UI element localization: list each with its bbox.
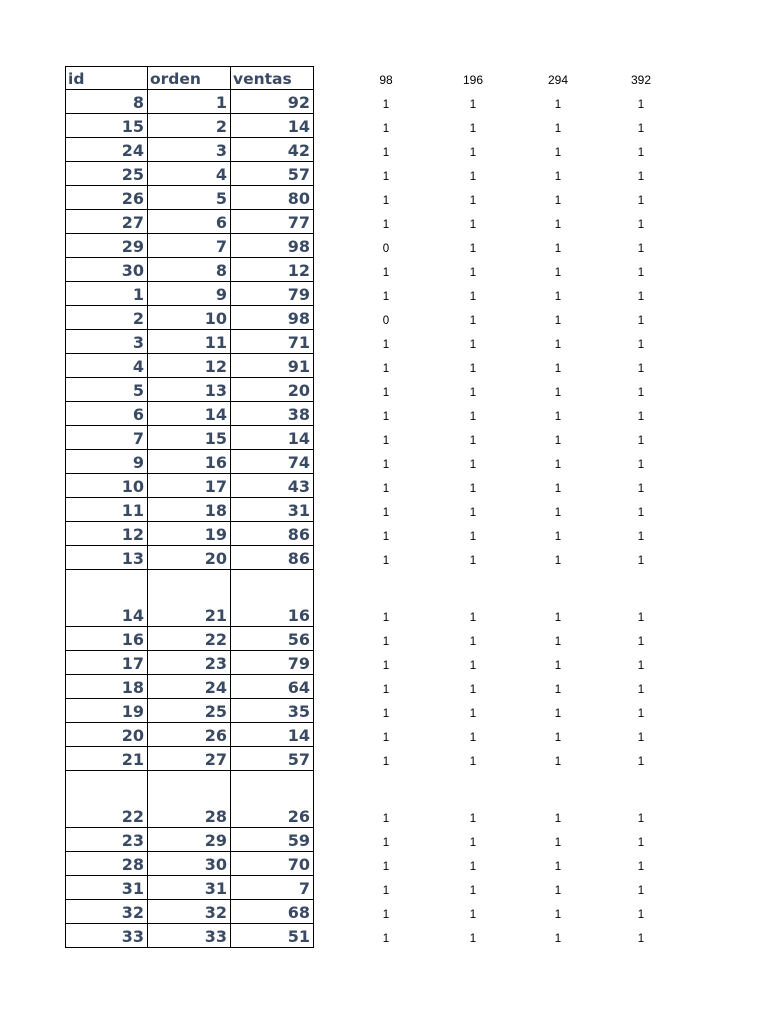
cell-id[interactable]: 19: [65, 699, 148, 723]
table-row: [65, 426, 665, 450]
cell-flag[interactable]: 1: [637, 531, 645, 543]
cell-id[interactable]: 18: [65, 675, 148, 699]
cell-flag[interactable]: 1: [382, 555, 390, 567]
cell-flag[interactable]: 1: [469, 933, 477, 945]
cell-orden[interactable]: 12: [148, 354, 231, 378]
cell-orden[interactable]: 16: [148, 450, 231, 474]
cell-orden[interactable]: 10: [148, 306, 231, 330]
cell-id[interactable]: 14: [65, 570, 148, 627]
header-row: [65, 66, 665, 90]
cell-flag[interactable]: 1: [382, 411, 390, 423]
cell-ventas[interactable]: 64: [231, 675, 314, 699]
cell-flag[interactable]: 1: [469, 885, 477, 897]
cell-orden[interactable]: 19: [148, 522, 231, 546]
cell-orden[interactable]: 9: [148, 282, 231, 306]
cell-flag[interactable]: 1: [469, 660, 477, 672]
cell-flag[interactable]: 1: [469, 708, 477, 720]
cell-id[interactable]: 23: [65, 828, 148, 852]
cell-flag[interactable]: 1: [554, 861, 562, 873]
cell-ventas[interactable]: 91: [231, 354, 314, 378]
cell-ventas[interactable]: 42: [231, 138, 314, 162]
table-row: [65, 498, 665, 522]
cell-flag[interactable]: 1: [469, 483, 477, 495]
cell-flag[interactable]: 1: [554, 99, 562, 111]
cell-flag[interactable]: 1: [554, 171, 562, 183]
cell-orden[interactable]: 23: [148, 651, 231, 675]
cell-id[interactable]: 29: [65, 234, 148, 258]
cell-flag[interactable]: 1: [637, 435, 645, 447]
table-row: [65, 675, 665, 699]
table-row: [65, 210, 665, 234]
cell-orden[interactable]: 18: [148, 498, 231, 522]
cell-id[interactable]: 17: [65, 651, 148, 675]
cell-ventas[interactable]: 57: [231, 162, 314, 186]
cell-flag[interactable]: 1: [382, 123, 390, 135]
table-row: [65, 522, 665, 546]
cell-flag[interactable]: 1: [554, 885, 562, 897]
cell-id[interactable]: 30: [65, 258, 148, 282]
cell-flag[interactable]: 1: [469, 531, 477, 543]
cell-ventas[interactable]: 43: [231, 474, 314, 498]
cell-orden[interactable]: 20: [148, 546, 231, 570]
cell-id[interactable]: 2: [65, 306, 148, 330]
cell-ventas[interactable]: 79: [231, 282, 314, 306]
cell-ventas[interactable]: 74: [231, 450, 314, 474]
cell-id[interactable]: 10: [65, 474, 148, 498]
cell-flag[interactable]: 1: [382, 483, 390, 495]
cell-ventas[interactable]: 14: [231, 426, 314, 450]
cell-id[interactable]: 27: [65, 210, 148, 234]
cell-flag[interactable]: 1: [469, 171, 477, 183]
spreadsheet: [65, 66, 665, 948]
cell-flag[interactable]: 1: [469, 435, 477, 447]
cell-flag[interactable]: 1: [469, 123, 477, 135]
cell-flag[interactable]: 1: [469, 147, 477, 159]
cell-flag[interactable]: 1: [554, 660, 562, 672]
cell-flag[interactable]: 1: [637, 219, 645, 231]
cell-orden[interactable]: 30: [148, 852, 231, 876]
header-ventas[interactable]: ventas: [231, 66, 314, 90]
cell-flag[interactable]: 1: [382, 684, 390, 696]
cell-orden[interactable]: 15: [148, 426, 231, 450]
table-row: [65, 114, 665, 138]
cell-flag[interactable]: 1: [469, 837, 477, 849]
cell-flag[interactable]: 1: [637, 555, 645, 567]
cell-orden[interactable]: 25: [148, 699, 231, 723]
cell-flag[interactable]: 1: [382, 363, 390, 375]
cell-ventas[interactable]: 51: [231, 924, 314, 948]
table-row: [65, 627, 665, 651]
threshold-1[interactable]: 98: [379, 73, 393, 87]
cell-flag[interactable]: 1: [554, 267, 562, 279]
cell-ventas[interactable]: 16: [231, 570, 314, 627]
cell-flag[interactable]: 1: [469, 267, 477, 279]
cell-orden[interactable]: 27: [148, 747, 231, 771]
table-row: [65, 138, 665, 162]
cell-orden[interactable]: 3: [148, 138, 231, 162]
table-row: [65, 828, 665, 852]
cell-id[interactable]: 20: [65, 723, 148, 747]
cell-flag[interactable]: 1: [382, 267, 390, 279]
cell-id[interactable]: 25: [65, 162, 148, 186]
table-row: [65, 747, 665, 771]
cell-flag[interactable]: 1: [554, 933, 562, 945]
cell-orden[interactable]: 21: [148, 570, 231, 627]
cell-flag[interactable]: 0: [382, 315, 390, 327]
cell-flag[interactable]: 1: [382, 147, 390, 159]
cell-flag[interactable]: 1: [637, 171, 645, 183]
cell-flag[interactable]: 1: [554, 435, 562, 447]
cell-id[interactable]: 32: [65, 900, 148, 924]
cell-orden[interactable]: 14: [148, 402, 231, 426]
cell-flag[interactable]: 1: [637, 708, 645, 720]
cell-flag[interactable]: 1: [637, 636, 645, 648]
cell-flag[interactable]: 1: [637, 660, 645, 672]
cell-orden[interactable]: 5: [148, 186, 231, 210]
cell-ventas[interactable]: 57: [231, 747, 314, 771]
table-row: [65, 723, 665, 747]
cell-flag[interactable]: 1: [382, 708, 390, 720]
cell-flag[interactable]: 1: [382, 435, 390, 447]
threshold-2[interactable]: 196: [462, 73, 484, 87]
cell-flag[interactable]: 1: [637, 291, 645, 303]
cell-flag[interactable]: 1: [637, 909, 645, 921]
table-row: [65, 378, 665, 402]
cell-id[interactable]: 6: [65, 402, 148, 426]
header-orden[interactable]: orden: [148, 66, 231, 90]
table-row: [65, 546, 665, 570]
cell-flag[interactable]: 1: [554, 507, 562, 519]
cell-flag[interactable]: 1: [554, 732, 562, 744]
table-row: [65, 258, 665, 282]
cell-orden[interactable]: 13: [148, 378, 231, 402]
cell-flag[interactable]: 1: [469, 387, 477, 399]
cell-orden[interactable]: 2: [148, 114, 231, 138]
cell-flag[interactable]: 1: [554, 636, 562, 648]
cell-ventas[interactable]: 86: [231, 522, 314, 546]
cell-flag[interactable]: 1: [637, 315, 645, 327]
cell-ventas[interactable]: 70: [231, 852, 314, 876]
table-row: [65, 162, 665, 186]
table-row: [65, 474, 665, 498]
cell-flag[interactable]: 1: [469, 243, 477, 255]
cell-flag[interactable]: 1: [469, 363, 477, 375]
cell-flag[interactable]: 1: [637, 99, 645, 111]
cell-flag[interactable]: 1: [554, 315, 562, 327]
cell-flag[interactable]: 1: [382, 291, 390, 303]
cell-flag[interactable]: 1: [469, 909, 477, 921]
cell-flag[interactable]: 1: [382, 507, 390, 519]
cell-flag[interactable]: 1: [382, 837, 390, 849]
cell-id[interactable]: 31: [65, 876, 148, 900]
cell-orden[interactable]: 33: [148, 924, 231, 948]
table-row: [65, 282, 665, 306]
cell-flag[interactable]: 1: [637, 195, 645, 207]
cell-flag[interactable]: 1: [382, 933, 390, 945]
cell-ventas[interactable]: 26: [231, 771, 314, 828]
cell-flag[interactable]: 1: [637, 243, 645, 255]
cell-orden[interactable]: 31: [148, 876, 231, 900]
cell-id[interactable]: 21: [65, 747, 148, 771]
cell-flag[interactable]: 1: [637, 861, 645, 873]
table-row: [65, 699, 665, 723]
cell-flag[interactable]: 1: [554, 123, 562, 135]
cell-id[interactable]: 4: [65, 354, 148, 378]
cell-flag[interactable]: 1: [382, 885, 390, 897]
cell-flag[interactable]: 1: [554, 555, 562, 567]
cell-id[interactable]: 3: [65, 330, 148, 354]
cell-flag[interactable]: 1: [469, 813, 477, 825]
cell-ventas[interactable]: 80: [231, 186, 314, 210]
cell-ventas[interactable]: 35: [231, 699, 314, 723]
cell-ventas[interactable]: 86: [231, 546, 314, 570]
cell-flag[interactable]: 1: [382, 861, 390, 873]
cell-flag[interactable]: 1: [637, 459, 645, 471]
cell-flag[interactable]: 1: [469, 612, 477, 624]
header-id[interactable]: id: [65, 66, 148, 90]
cell-flag[interactable]: 1: [554, 219, 562, 231]
table-row: [65, 402, 665, 426]
cell-flag[interactable]: 1: [382, 636, 390, 648]
cell-flag[interactable]: 1: [382, 531, 390, 543]
cell-flag[interactable]: 1: [637, 885, 645, 897]
cell-id[interactable]: 28: [65, 852, 148, 876]
table-row: [65, 330, 665, 354]
cell-flag[interactable]: 1: [382, 195, 390, 207]
threshold-3[interactable]: 294: [547, 73, 569, 87]
cell-flag[interactable]: 1: [637, 813, 645, 825]
table-body: [65, 90, 665, 948]
cell-orden[interactable]: 1: [148, 90, 231, 114]
cell-flag[interactable]: 1: [469, 315, 477, 327]
cell-ventas[interactable]: 79: [231, 651, 314, 675]
cell-ventas[interactable]: 68: [231, 900, 314, 924]
cell-flag[interactable]: 1: [382, 909, 390, 921]
cell-orden[interactable]: 8: [148, 258, 231, 282]
cell-flag[interactable]: 1: [554, 411, 562, 423]
table-row: [65, 90, 665, 114]
cell-flag[interactable]: 1: [469, 219, 477, 231]
cell-ventas[interactable]: 7: [231, 876, 314, 900]
cell-flag[interactable]: 1: [554, 243, 562, 255]
cell-ventas[interactable]: 12: [231, 258, 314, 282]
table-row: [65, 852, 665, 876]
cell-flag[interactable]: 1: [382, 732, 390, 744]
cell-flag[interactable]: 1: [469, 411, 477, 423]
cell-orden[interactable]: 28: [148, 771, 231, 828]
table-row: [65, 876, 665, 900]
cell-flag[interactable]: 1: [637, 684, 645, 696]
cell-flag[interactable]: 1: [554, 195, 562, 207]
cell-flag[interactable]: 1: [469, 291, 477, 303]
cell-flag[interactable]: 1: [637, 387, 645, 399]
cell-id[interactable]: 22: [65, 771, 148, 828]
cell-flag[interactable]: 1: [382, 612, 390, 624]
cell-id[interactable]: 7: [65, 426, 148, 450]
cell-ventas[interactable]: 31: [231, 498, 314, 522]
cell-flag[interactable]: 1: [554, 813, 562, 825]
cell-ventas[interactable]: 98: [231, 234, 314, 258]
table-row: [65, 450, 665, 474]
cell-id[interactable]: 1: [65, 282, 148, 306]
cell-ventas[interactable]: 38: [231, 402, 314, 426]
cell-id[interactable]: 33: [65, 924, 148, 948]
cell-flag[interactable]: 1: [554, 363, 562, 375]
cell-flag[interactable]: 1: [382, 756, 390, 768]
table-row: [65, 924, 665, 948]
cell-flag[interactable]: 1: [637, 732, 645, 744]
cell-flag[interactable]: 1: [469, 507, 477, 519]
cell-flag[interactable]: 1: [637, 411, 645, 423]
cell-ventas[interactable]: 56: [231, 627, 314, 651]
cell-flag[interactable]: 1: [382, 387, 390, 399]
cell-flag[interactable]: 1: [382, 339, 390, 351]
cell-id[interactable]: 26: [65, 186, 148, 210]
cell-ventas[interactable]: 92: [231, 90, 314, 114]
cell-flag[interactable]: 1: [637, 267, 645, 279]
cell-id[interactable]: 11: [65, 498, 148, 522]
cell-ventas[interactable]: 71: [231, 330, 314, 354]
cell-flag[interactable]: 1: [469, 732, 477, 744]
cell-orden[interactable]: 6: [148, 210, 231, 234]
cell-flag[interactable]: 1: [469, 756, 477, 768]
cell-id[interactable]: 15: [65, 114, 148, 138]
cell-flag[interactable]: 1: [637, 933, 645, 945]
cell-flag[interactable]: 1: [469, 861, 477, 873]
cell-orden[interactable]: 4: [148, 162, 231, 186]
cell-flag[interactable]: 1: [554, 387, 562, 399]
table-row: [65, 900, 665, 924]
cell-id[interactable]: 24: [65, 138, 148, 162]
cell-flag[interactable]: 1: [382, 660, 390, 672]
cell-id[interactable]: 5: [65, 378, 148, 402]
cell-flag[interactable]: 1: [554, 684, 562, 696]
cell-orden[interactable]: 26: [148, 723, 231, 747]
cell-orden[interactable]: 29: [148, 828, 231, 852]
cell-flag[interactable]: 1: [554, 459, 562, 471]
cell-flag[interactable]: 1: [469, 555, 477, 567]
cell-id[interactable]: 16: [65, 627, 148, 651]
cell-flag[interactable]: 1: [554, 837, 562, 849]
table-row: [65, 771, 665, 828]
cell-flag[interactable]: 1: [554, 339, 562, 351]
cell-flag[interactable]: 1: [382, 99, 390, 111]
cell-flag[interactable]: 1: [637, 123, 645, 135]
cell-flag[interactable]: 1: [637, 507, 645, 519]
cell-orden[interactable]: 22: [148, 627, 231, 651]
cell-flag[interactable]: 1: [554, 756, 562, 768]
cell-ventas[interactable]: 20: [231, 378, 314, 402]
cell-flag[interactable]: 1: [554, 531, 562, 543]
cell-flag[interactable]: 1: [469, 684, 477, 696]
cell-flag[interactable]: 0: [382, 243, 390, 255]
cell-id[interactable]: 9: [65, 450, 148, 474]
cell-orden[interactable]: 11: [148, 330, 231, 354]
table-row: [65, 570, 665, 627]
cell-ventas[interactable]: 59: [231, 828, 314, 852]
cell-flag[interactable]: 1: [637, 339, 645, 351]
cell-flag[interactable]: 1: [637, 483, 645, 495]
table-row: [65, 651, 665, 675]
cell-flag[interactable]: 1: [637, 756, 645, 768]
cell-flag[interactable]: 1: [469, 459, 477, 471]
cell-flag[interactable]: 1: [469, 339, 477, 351]
threshold-4[interactable]: 392: [630, 73, 652, 87]
cell-flag[interactable]: 1: [554, 612, 562, 624]
cell-flag[interactable]: 1: [382, 459, 390, 471]
cell-ventas[interactable]: 98: [231, 306, 314, 330]
cell-id[interactable]: 8: [65, 90, 148, 114]
table-row: [65, 186, 665, 210]
cell-flag[interactable]: 1: [637, 147, 645, 159]
cell-flag[interactable]: 1: [382, 219, 390, 231]
cell-id[interactable]: 12: [65, 522, 148, 546]
cell-flag[interactable]: 1: [554, 483, 562, 495]
cell-flag[interactable]: 1: [637, 837, 645, 849]
cell-flag[interactable]: 1: [382, 813, 390, 825]
table-row: [65, 306, 665, 330]
cell-orden[interactable]: 7: [148, 234, 231, 258]
cell-flag[interactable]: 1: [554, 147, 562, 159]
cell-flag[interactable]: 1: [554, 291, 562, 303]
cell-ventas[interactable]: 14: [231, 723, 314, 747]
cell-flag[interactable]: 1: [637, 612, 645, 624]
cell-flag[interactable]: 1: [469, 636, 477, 648]
cell-flag[interactable]: 1: [637, 363, 645, 375]
cell-flag[interactable]: 1: [469, 99, 477, 111]
cell-ventas[interactable]: 14: [231, 114, 314, 138]
cell-flag[interactable]: 1: [554, 909, 562, 921]
cell-flag[interactable]: 1: [554, 708, 562, 720]
cell-id[interactable]: 13: [65, 546, 148, 570]
cell-ventas[interactable]: 77: [231, 210, 314, 234]
table-row: [65, 354, 665, 378]
table-row: [65, 234, 665, 258]
cell-orden[interactable]: 17: [148, 474, 231, 498]
cell-flag[interactable]: 1: [469, 195, 477, 207]
cell-orden[interactable]: 32: [148, 900, 231, 924]
cell-flag[interactable]: 1: [382, 171, 390, 183]
cell-orden[interactable]: 24: [148, 675, 231, 699]
